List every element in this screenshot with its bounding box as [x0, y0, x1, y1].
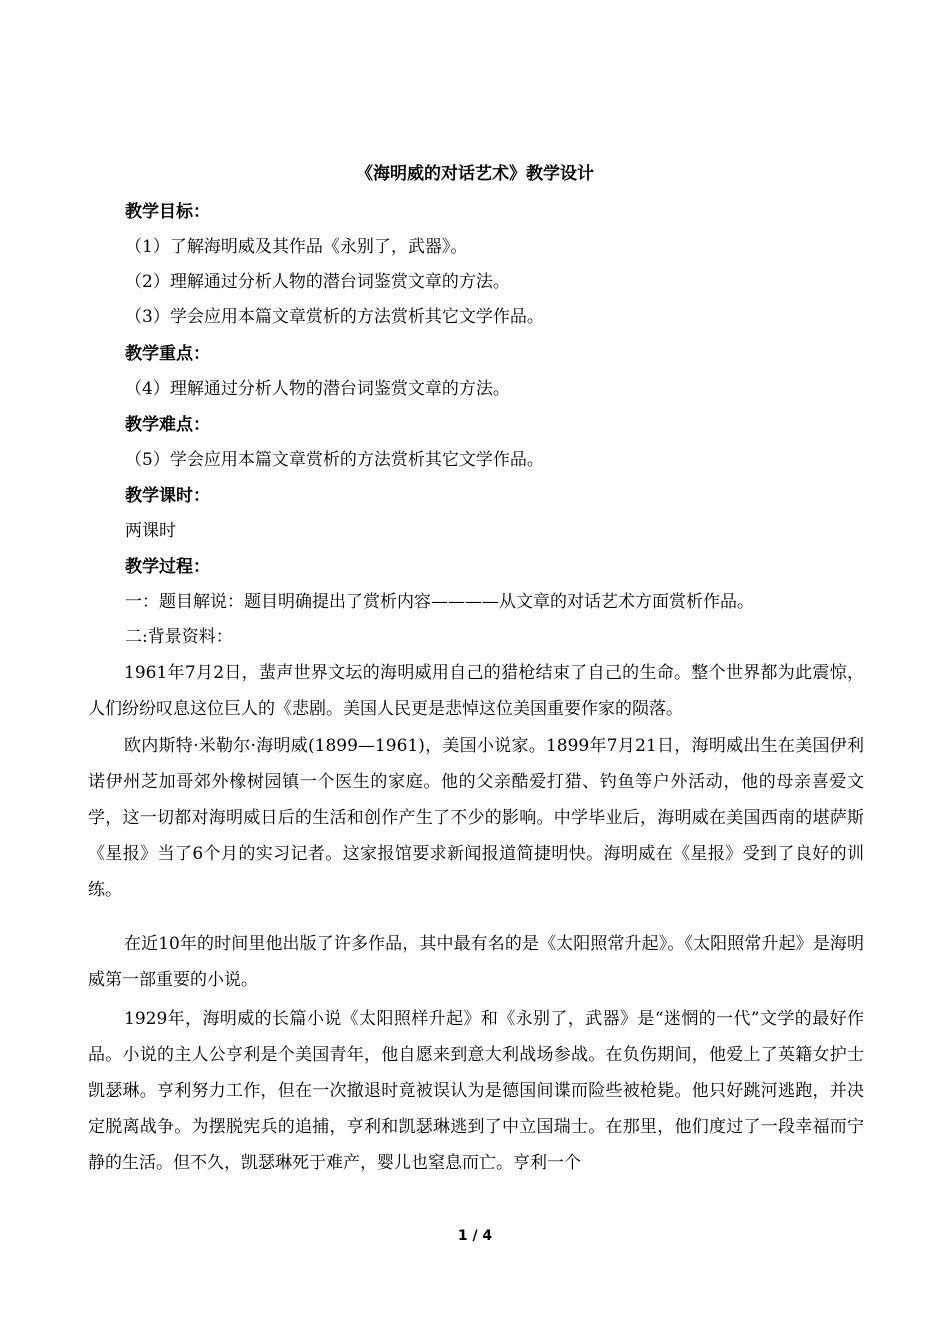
document-title: 《海明威的对话艺术》教学设计 [356, 164, 594, 184]
class-hours-value: 两课时 [125, 521, 176, 541]
paragraph-4: 1929年，海明威的长篇小说《太阳照样升起》和《永别了，武器》是“迷惘的一代”文学的最好作品。小说的主人公亨利是个美国青年，他自愿来到意大利战场参战。在负伤期间，他爱上了英籍女护士凯瑟琳。亨利努力工作，但在一次撤退时竟被误认为是德国间谍而险些被枪毙。他只好跳河逃跑，并决定脱离战争。为摆脱宪兵的追捕，亨利和凯瑟琳逃到了中立国瑞士。在那里，他们度过了一段幸福而宁静的生活。但不久，凯瑟琳死于难产，婴儿也窒息而亡。亨利一个 [88, 1009, 864, 1173]
goal-item-1: （1）了解海明威及其作品《永别了，武器》。 [125, 237, 468, 257]
goals-heading: 教学目标： [125, 202, 210, 222]
paragraph-1: 1961年7月2日，蜚声世界文坛的海明威用自己的猎枪结束了自己的生命。整个世界都为此震惊，人们纷纷叹息这位巨人的《悲剧。美国人民更是悲悼这位美国重要作家的陨落。 [88, 663, 864, 719]
class-hours-heading: 教学课时： [125, 486, 210, 506]
goal-item-3: （3）学会应用本篇文章赏析的方法赏析其它文学作品。 [125, 307, 544, 327]
process-step-2: 二:背景资料： [125, 627, 233, 647]
process-step-1: 一：题目解说：题目明确提出了赏析内容————从文章的对话艺术方面赏析作品。 [125, 592, 754, 612]
goal-item-2: （2）理解通过分析人物的潜台词鉴赏文章的方法。 [125, 272, 510, 292]
difficulties-heading: 教学难点： [125, 415, 210, 435]
paragraph-2: 欧内斯特·米勒尔·海明威(1899—1961)，美国小说家。1899年7月21日，海明威出生在美国伊利诺伊州芝加哥郊外橡树园镇一个医生的家庭。他的父亲酷爱打猎、钓鱼等户外活动，他的母亲喜爱文学，这一切都对海明威日后的生活和创作产生了不少的影响。中学毕业后，海明威在美国西南的堪萨斯《星报》当了6个月的实习记者。这家报馆要求新闻报道简捷明快。海明威在《星报》受到了良好的训练。 [88, 736, 864, 900]
key-points-heading: 教学重点： [125, 344, 210, 364]
paragraph-3: 在近10年的时间里他出版了许多作品，其中最有名的是《太阳照常升起》。《太阳照常升起》是海明威第一部重要的小说。 [88, 934, 864, 990]
difficulty-item: （5）学会应用本篇文章赏析的方法赏析其它文学作品。 [125, 450, 544, 470]
key-point-item: （4）理解通过分析人物的潜台词鉴赏文章的方法。 [125, 379, 510, 399]
page-number: 1 / 4 [457, 1228, 493, 1244]
process-heading: 教学过程： [125, 557, 210, 577]
